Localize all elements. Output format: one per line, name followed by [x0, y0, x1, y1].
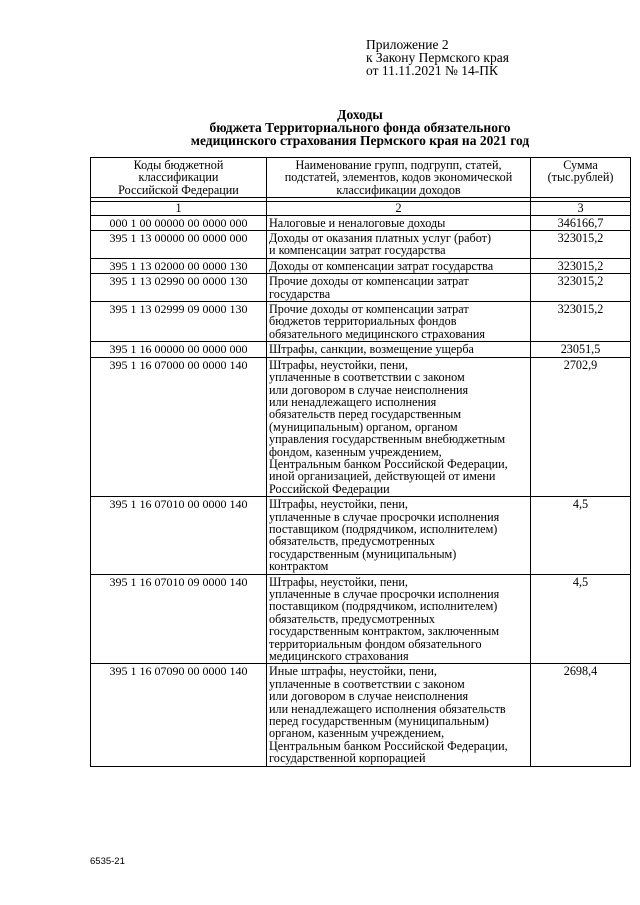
row-code: 000 1 00 00000 00 0000 000 — [91, 215, 267, 230]
table-row — [91, 342, 631, 357]
row-code: 395 1 13 02990 00 0000 130 — [91, 274, 267, 302]
row-name: Иные штрафы, неустойки, пени, уплаченные в соответствии с законом или договором в случае неисполнения или ненадлежащего исполнения обязательств перед государственным (муниципальным) органом, казенным учреждением, Центральным банком Российской Федерации, государственной корпорацией — [267, 664, 531, 766]
table-row — [91, 574, 631, 664]
table-row — [91, 215, 631, 230]
table-row — [91, 664, 631, 766]
row-code: 395 1 16 07010 00 0000 140 — [91, 497, 267, 574]
row-name: Налоговые и неналоговые доходы — [267, 215, 531, 230]
table-row — [91, 274, 631, 302]
appendix-law: к Закону Пермского края — [366, 50, 509, 65]
column-number-1: 1 — [91, 202, 267, 215]
row-sum: 346166,7 — [531, 215, 631, 230]
table-header-row — [91, 158, 631, 198]
header-names: Наименование групп, подгрупп, статей, подстатей, элементов, кодов экономической классификации доходов — [267, 158, 531, 198]
row-code: 395 1 13 02999 09 0000 130 — [91, 302, 267, 342]
table-row — [91, 357, 631, 496]
document-code: 6535-21 — [90, 856, 125, 867]
row-name: Штрафы, неустойки, пени, уплаченные в соответствии с законом или договором в случае неисполнения или ненадлежащего исполнения обязательств перед государственным (муниципальным) органом, органом управления государственным внебюджетным фондом, казенным учреждением, Центральным банком Российской Федерации, иной организацией, действующей от имени Российской Федерации — [267, 357, 531, 496]
row-sum: 4,5 — [531, 497, 631, 574]
row-name: Прочие доходы от компенсации затрат государства — [267, 274, 531, 302]
row-sum: 2702,9 — [531, 357, 631, 496]
column-number-row — [91, 202, 631, 215]
row-sum: 323015,2 — [531, 302, 631, 342]
row-name: Штрафы, неустойки, пени, уплаченные в случае просрочки исполнения поставщиком (подрядчиком, исполнителем) обязательств, предусмотренных государственным (муниципальным) контрактом — [267, 497, 531, 574]
appendix-date: от 11.11.2021 № 14-ПК — [366, 63, 498, 78]
table-row — [91, 231, 631, 259]
appendix-header — [366, 38, 509, 77]
row-sum: 23051,5 — [531, 342, 631, 357]
row-name: Штрафы, санкции, возмещение ущерба — [267, 342, 531, 357]
row-name: Штрафы, неустойки, пени, уплаченные в случае просрочки исполнения поставщиком (подрядчиком, исполнителем) обязательств, предусмотренных государственным контрактом, заключенным территориальным фондом обязательного медицинского страхования — [267, 574, 531, 664]
header-sum: Сумма (тыс.рублей) — [531, 158, 631, 198]
row-code: 395 1 16 07000 00 0000 140 — [91, 357, 267, 496]
row-sum: 2698,4 — [531, 664, 631, 766]
row-name: Доходы от компенсации затрат государства — [267, 258, 531, 273]
table-row — [91, 302, 631, 342]
row-code: 395 1 16 07010 09 0000 140 — [91, 574, 267, 664]
title-line-3: медицинского страхования Пермского края на 2021 год — [190, 133, 530, 148]
row-name: Доходы от оказания платных услуг (работ) и компенсации затрат государства — [267, 231, 531, 259]
title-line-2: бюджета Территориального фонда обязательного — [209, 120, 511, 135]
title-line-1: Доходы — [337, 107, 383, 122]
row-name: Прочие доходы от компенсации затрат бюджетов территориальных фондов обязательного медицинского страхования — [267, 302, 531, 342]
revenue-table — [90, 157, 631, 767]
row-sum: 323015,2 — [531, 231, 631, 259]
row-code: 395 1 16 07090 00 0000 140 — [91, 664, 267, 766]
header-codes: Коды бюджетной классификации Российской Федерации — [91, 158, 267, 198]
row-sum: 323015,2 — [531, 274, 631, 302]
row-sum: 323015,2 — [531, 258, 631, 273]
row-code: 395 1 13 00000 00 0000 000 — [91, 231, 267, 259]
column-number-2: 2 — [267, 202, 531, 215]
row-sum: 4,5 — [531, 574, 631, 664]
row-code: 395 1 13 02000 00 0000 130 — [91, 258, 267, 273]
appendix-number: Приложение 2 — [366, 37, 449, 52]
table-row — [91, 258, 631, 273]
table-row — [91, 497, 631, 574]
document-title — [90, 108, 630, 147]
column-number-3: 3 — [531, 202, 631, 215]
row-code: 395 1 16 00000 00 0000 000 — [91, 342, 267, 357]
